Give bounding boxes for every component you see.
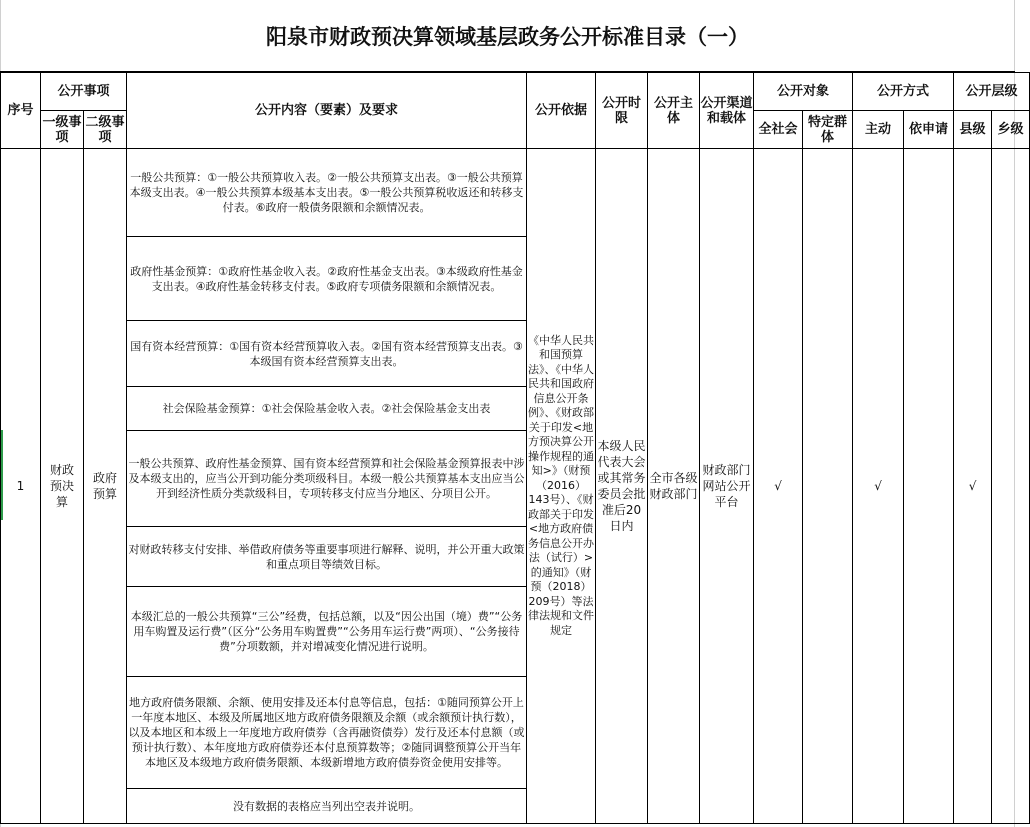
header-time-limit[interactable]: 公开时限 bbox=[596, 73, 648, 149]
header-level2[interactable]: 二级事项 bbox=[84, 111, 127, 149]
cell-subject[interactable]: 全市各级财政部门 bbox=[648, 149, 700, 824]
header-method[interactable]: 公开方式 bbox=[853, 73, 954, 111]
page-title[interactable]: 阳泉市财政预决算领域基层政务公开标准目录（一） bbox=[0, 0, 1015, 72]
header-target-all[interactable]: 全社会 bbox=[754, 111, 803, 149]
header-target-specific[interactable]: 特定群体 bbox=[803, 111, 853, 149]
cell-target-all[interactable]: √ bbox=[754, 149, 803, 824]
cell-level-township[interactable] bbox=[992, 149, 1030, 824]
cell-level2[interactable]: 政府预算 bbox=[84, 149, 127, 824]
cell-method-active[interactable]: √ bbox=[853, 149, 904, 824]
header-seq[interactable]: 序号 bbox=[1, 73, 41, 149]
cell-target-specific[interactable] bbox=[803, 149, 853, 824]
cell-content-item[interactable]: 社会保险基金预算：①社会保险基金收入表。②社会保险基金支出表 bbox=[127, 387, 527, 431]
header-method-active[interactable]: 主动 bbox=[853, 111, 904, 149]
cell-content-item[interactable]: 本级汇总的一般公共预算“三公”经费，包括总额，以及“因公出国（境）费”“公务用车购置及运行费”（区分“公务用车购置费”“公务用车运行费”两项）、“公务接待费”分项数额，并对增减变化情况进行说明。 bbox=[127, 587, 527, 677]
cell-basis[interactable]: 《中华人民共和国预算法》、《中华人民共和国政府信息公开条例》、《财政部关于印发<地方预决算公开操作规程的通知>》（财预（2016）143号）、《财政部关于印发<地方政府债务信息公开办法（试行）>的通知》（财预（2018）209号）等法律法规和文件规定 bbox=[527, 149, 596, 824]
catalog-table bbox=[0, 72, 1030, 824]
cell-level1[interactable]: 财政预决算 bbox=[41, 149, 84, 824]
cell-channel[interactable]: 财政部门网站公开平台 bbox=[700, 149, 754, 824]
header-content[interactable]: 公开内容（要素）及要求 bbox=[127, 73, 527, 149]
cell-content-item[interactable]: 没有数据的表格应当列出空表并说明。 bbox=[127, 789, 527, 824]
cell-content-item[interactable]: 一般公共预算：①一般公共预算收入表。②一般公共预算支出表。③一般公共预算本级支出表。④一般公共预算本级基本支出表。⑤一般公共预算税收返还和转移支付表。⑥政府一般债务限额和余额情况表。 bbox=[127, 149, 527, 237]
header-basis[interactable]: 公开依据 bbox=[527, 73, 596, 149]
cell-content-item[interactable]: 地方政府债务限额、余额、使用安排及还本付息等信息，包括：①随同预算公开上一年度本地区、本级及所属地区地方政府债务限额及余额（或余额预计执行数），以及本地区和本级上一年度地方政府债券（含再融资债券）发行及还本付息额（或预计执行数）、本年度地方政府债券还本付息预算数等；②随同调整预算公开当年本地区及本级地方政府债务限额、本级新增地方政府债券资金使用安排等。 bbox=[127, 677, 527, 789]
header-level-township[interactable]: 乡级 bbox=[992, 111, 1030, 149]
header-level1[interactable]: 一级事项 bbox=[41, 111, 84, 149]
cell-time-limit[interactable]: 本级人民代表大会或其常务委员会批准后20日内 bbox=[596, 149, 648, 824]
header-target[interactable]: 公开对象 bbox=[754, 73, 853, 111]
cell-content-item[interactable]: 政府性基金预算：①政府性基金收入表。②政府性基金支出表。③本级政府性基金支出表。④政府性基金转移支付表。⑤政府专项债务限额和余额情况表。 bbox=[127, 237, 527, 321]
header-method-apply[interactable]: 依申请 bbox=[904, 111, 954, 149]
cell-content-item[interactable]: 国有资本经营预算：①国有资本经营预算收入表。②国有资本经营预算支出表。③本级国有资本经营预算支出表。 bbox=[127, 321, 527, 387]
header-public-matter[interactable]: 公开事项 bbox=[41, 73, 127, 111]
header-subject[interactable]: 公开主体 bbox=[648, 73, 700, 149]
cell-method-apply[interactable] bbox=[904, 149, 954, 824]
cell-content-item[interactable]: 一般公共预算、政府性基金预算、国有资本经营预算和社会保险基金预算报表中涉及本级支出的，应当公开到功能分类项级科目。本级一般公共预算基本支出应当公开到经济性质分类款级科目，专项转移支付应当分地区、分项目公开。 bbox=[127, 431, 527, 527]
header-level[interactable]: 公开层级 bbox=[954, 73, 1030, 111]
cell-level-county[interactable]: √ bbox=[954, 149, 992, 824]
header-channel[interactable]: 公开渠道和载体 bbox=[700, 73, 754, 149]
cell-seq[interactable]: 1 bbox=[1, 149, 41, 824]
cell-content-item[interactable]: 对财政转移支付安排、举借政府债务等重要事项进行解释、说明，并公开重大政策和重点项目等绩效目标。 bbox=[127, 527, 527, 587]
header-level-county[interactable]: 县级 bbox=[954, 111, 992, 149]
